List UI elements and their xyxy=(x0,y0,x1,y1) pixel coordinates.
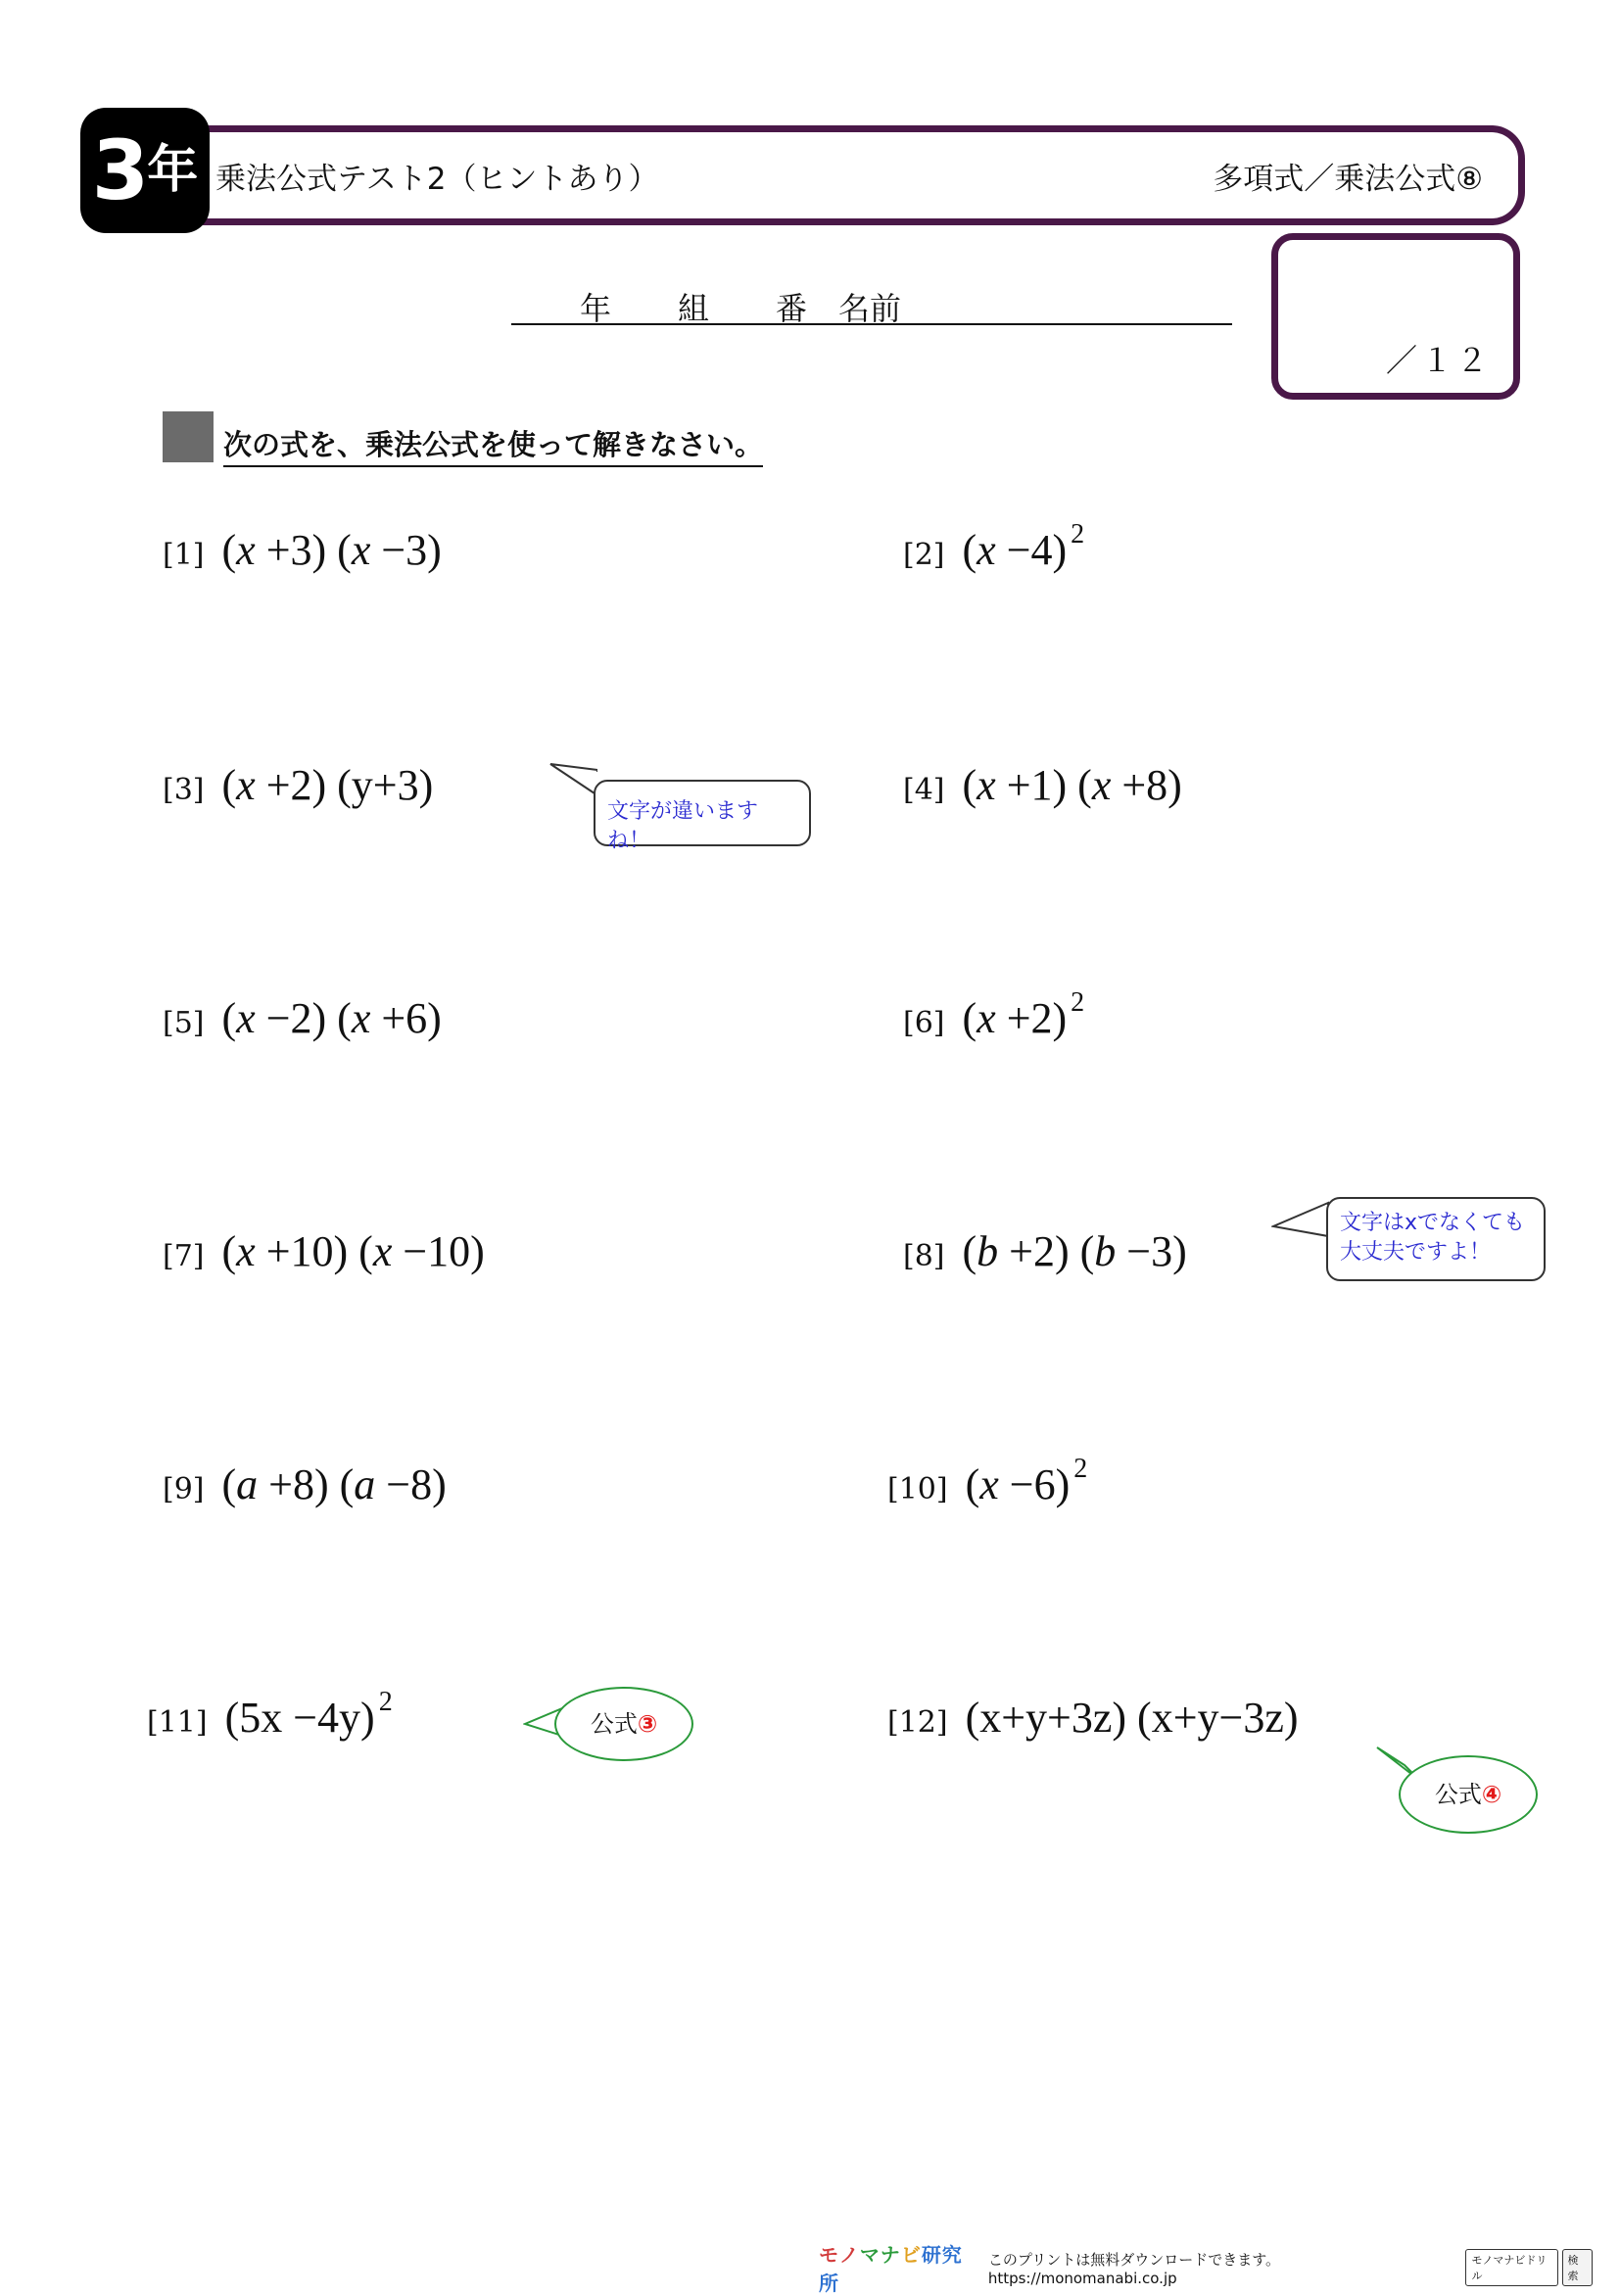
expression-text: ( xyxy=(962,994,977,1042)
instruction-text: 次の式を、乗法公式を使って解きなさい。 xyxy=(223,423,763,467)
expression-text: +2) ( xyxy=(998,1227,1095,1275)
expression-text: ( xyxy=(221,761,237,809)
name-line-class: 組 xyxy=(678,290,710,327)
expression-text: ( xyxy=(962,761,977,809)
expression-text: +10) ( xyxy=(255,1227,373,1275)
grade-number: 3 xyxy=(91,122,146,218)
name-line[interactable] xyxy=(511,284,1232,325)
instruction-marker xyxy=(163,411,214,462)
expression-variable: x xyxy=(236,761,256,809)
hint-3-text: 文字が違いますね！ xyxy=(607,799,759,853)
footer-text: このプリントは無料ダウンロードできます。https://monomanabi.co.jp xyxy=(987,2250,1281,2287)
problem-4 xyxy=(903,760,1182,810)
hint-12-callout xyxy=(1399,1755,1538,1834)
problem-8 xyxy=(903,1226,1187,1276)
expression-text: +2) (y+3) xyxy=(255,761,434,809)
expression-variable: x xyxy=(977,526,996,574)
title-bar xyxy=(194,125,1525,225)
hint-12-label: 公式 xyxy=(1434,1780,1482,1808)
logo-part-a: モノ xyxy=(819,2243,860,2267)
expression-variable: b xyxy=(1094,1227,1117,1275)
expression-text: +3) ( xyxy=(255,526,352,574)
expression-variable: a xyxy=(236,1460,259,1508)
hint-12-number: ④ xyxy=(1481,1780,1502,1808)
hint-11-callout xyxy=(554,1687,693,1761)
logo-part-c: ビ xyxy=(900,2243,922,2267)
problem-expression xyxy=(962,519,1085,575)
hint-8-tail xyxy=(1271,1197,1330,1242)
expression-variable: x xyxy=(372,1227,393,1275)
expression-text: +2) xyxy=(995,994,1068,1042)
problem-number: [12] xyxy=(887,1705,948,1740)
worksheet-topic: 多項式／乗法公式⑧ xyxy=(1213,162,1483,197)
expression-variable: b xyxy=(977,1227,999,1275)
hint-11-number: ③ xyxy=(637,1709,658,1738)
hint-8-callout xyxy=(1326,1197,1546,1281)
expression-text: −3) xyxy=(1116,1227,1187,1275)
expression-text: ( xyxy=(221,994,237,1042)
expression-exponent: 2 xyxy=(1071,987,1085,1019)
problem-10 xyxy=(887,1454,1088,1509)
expression-text: (x+y+3z) (x+y−3z) xyxy=(965,1694,1299,1742)
problem-expression xyxy=(966,1693,1299,1743)
score-total: ／１２ xyxy=(1385,342,1492,379)
name-line-name: 名前 xyxy=(838,290,902,327)
footer xyxy=(819,2243,1593,2295)
expression-text: −2) ( xyxy=(255,994,352,1042)
problem-9 xyxy=(163,1459,447,1509)
problem-expression xyxy=(222,1459,447,1509)
problem-12 xyxy=(887,1693,1299,1743)
expression-text: −6) xyxy=(998,1460,1071,1508)
expression-variable: a xyxy=(354,1460,376,1508)
expression-text: (5x −4y) xyxy=(224,1694,375,1742)
hint-3-callout xyxy=(594,780,811,853)
expression-text: +8) xyxy=(1111,761,1182,809)
problem-expression xyxy=(962,987,1085,1043)
problem-expression xyxy=(222,525,442,575)
problem-number: [10] xyxy=(887,1472,948,1507)
expression-text: ( xyxy=(965,1460,980,1508)
problem-number: [11] xyxy=(147,1705,208,1740)
hint-11-label: 公式 xyxy=(590,1709,638,1738)
name-line-number: 番 xyxy=(776,290,808,327)
problem-expression xyxy=(222,993,442,1043)
problem-6 xyxy=(903,987,1085,1043)
problem-11 xyxy=(147,1687,393,1743)
score-box[interactable] xyxy=(1271,233,1520,400)
expression-variable: x xyxy=(351,994,371,1042)
problem-number: [5] xyxy=(163,1006,205,1040)
expression-text: −8) xyxy=(375,1460,447,1508)
problem-expression xyxy=(222,1226,485,1276)
problem-number: [2] xyxy=(903,538,945,572)
problem-3 xyxy=(163,760,433,810)
problem-number: [3] xyxy=(163,773,205,807)
grade-badge xyxy=(80,108,210,233)
expression-variable: x xyxy=(1091,761,1112,809)
problem-2 xyxy=(903,519,1085,575)
expression-variable: x xyxy=(236,994,256,1042)
hint-3-tail xyxy=(548,762,597,801)
problem-number: [7] xyxy=(163,1239,205,1273)
logo-part-b: マナ xyxy=(859,2243,901,2267)
expression-text: +6) xyxy=(370,994,442,1042)
problem-number: [1] xyxy=(163,538,205,572)
problem-5 xyxy=(163,993,442,1043)
expression-text: ( xyxy=(221,1460,237,1508)
expression-text: −4) xyxy=(995,526,1068,574)
footer-search-button[interactable]: 検索 xyxy=(1562,2249,1593,2286)
expression-variable: x xyxy=(977,761,996,809)
expression-variable: x xyxy=(236,526,256,574)
problem-expression xyxy=(224,1687,393,1743)
expression-text: ( xyxy=(221,526,237,574)
expression-text: −10) xyxy=(392,1227,485,1275)
problem-number: [8] xyxy=(903,1239,945,1273)
problem-number: [4] xyxy=(903,773,945,807)
expression-text: ( xyxy=(221,1227,237,1275)
expression-text: ( xyxy=(962,1227,977,1275)
expression-text: +8) ( xyxy=(258,1460,355,1508)
expression-text: +1) ( xyxy=(995,761,1092,809)
problem-expression xyxy=(963,760,1182,810)
hint-8-text-line1: 文字はxでなくても xyxy=(1340,1211,1526,1235)
logo-part-d: 研究所 xyxy=(819,2243,963,2295)
expression-text: −3) xyxy=(370,526,442,574)
problem-expression xyxy=(963,1226,1187,1276)
expression-exponent: 2 xyxy=(1071,519,1085,550)
footer-search-box[interactable]: モノマナビドリル xyxy=(1465,2249,1559,2286)
expression-variable: x xyxy=(236,1227,256,1275)
expression-variable: x xyxy=(979,1460,999,1508)
problem-number: [6] xyxy=(903,1006,945,1040)
worksheet-title: 乗法公式テスト2（ヒントあり） xyxy=(215,162,659,197)
footer-logo xyxy=(819,2239,975,2296)
name-line-year: 年 xyxy=(580,290,612,327)
grade-unit: 年 xyxy=(147,141,199,200)
expression-exponent: 2 xyxy=(1073,1454,1088,1485)
problem-expression xyxy=(222,760,434,810)
expression-variable: x xyxy=(351,526,371,574)
problem-1 xyxy=(163,525,442,575)
hint-8-text-line2: 大丈夫ですよ！ xyxy=(1340,1239,1492,1265)
footer-search xyxy=(1465,2249,1594,2286)
problem-7 xyxy=(163,1226,485,1276)
expression-text: ( xyxy=(962,526,977,574)
problem-number: [9] xyxy=(163,1472,205,1507)
problem-expression xyxy=(965,1454,1088,1509)
expression-exponent: 2 xyxy=(378,1687,393,1718)
expression-variable: x xyxy=(977,994,996,1042)
